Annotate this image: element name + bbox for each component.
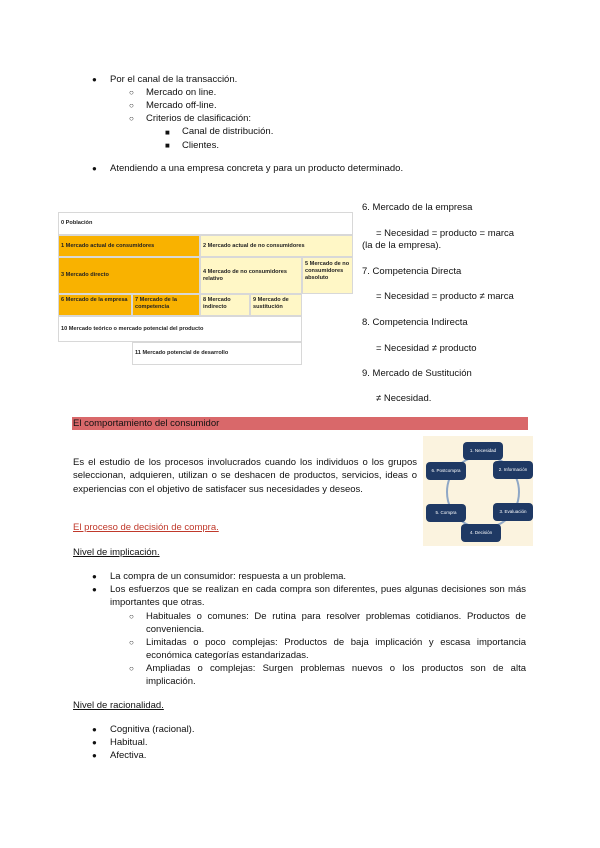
bullet-circle-icon: ○ (129, 664, 134, 673)
list-item: Limitadas o poco complejas: Productos de baja implicación y escasa importancia económica categorías estandarizadas. (146, 637, 526, 662)
table-cell-7: 7 Mercado de la competencia (135, 297, 177, 310)
section-header: El comportamiento del consumidor (73, 418, 220, 429)
list-item: Criterios de clasificación: (146, 113, 252, 124)
bullet-dot-icon: ● (92, 738, 97, 747)
diagram-node: 1. Necesidad (463, 442, 503, 460)
list-item: Afectiva. (110, 750, 147, 761)
list-item: Habitual. (110, 737, 148, 748)
diagram-node: 3. Evaluación (493, 503, 533, 521)
decision-process-link[interactable]: El proceso de decisión de compra. (73, 522, 219, 533)
bullet-circle-icon: ○ (129, 88, 134, 97)
table-cell-6: 6 Mercado de la empresa (61, 297, 128, 303)
list-item: Mercado on line. (146, 87, 217, 98)
table-cell-10: 10 Mercado teórico o mercado potencial del producto (61, 326, 204, 332)
bullet-dot-icon: ● (92, 572, 97, 581)
table-cell-5: 5 Mercado de no consumidores absoluto (305, 261, 350, 281)
market-table (58, 212, 353, 365)
list-item: Clientes. (182, 140, 219, 151)
list-item: Ampliadas o complejas: Surgen problemas nuevos o los productos son de alta implicación. (146, 663, 526, 688)
heading-nivel-implicacion: Nivel de implicación. (73, 547, 160, 558)
diagram-node: 5. Compra (426, 504, 466, 522)
bullet-dot-icon: ● (92, 751, 97, 760)
decision-cycle-diagram (423, 436, 533, 546)
bullet-dot-icon: ● (92, 725, 97, 734)
bullet-circle-icon: ○ (129, 638, 134, 647)
list-item: Por el canal de la transacción. (110, 74, 238, 85)
list-item: Mercado off-line. (146, 100, 217, 111)
list-item: Atendiendo a una empresa concreta y para un producto determinado. (110, 163, 404, 174)
side-list-extra: (la de la empresa). (362, 240, 442, 251)
side-list-title: 6. Mercado de la empresa (362, 202, 473, 213)
bullet-dot-icon: ● (92, 75, 97, 84)
side-list-formula: = Necesidad = producto = marca (376, 228, 515, 239)
bullet-dot-icon: ● (92, 164, 97, 173)
bullet-circle-icon: ○ (129, 101, 134, 110)
side-list-title: 8. Competencia Indirecta (362, 317, 468, 328)
side-list-title: 7. Competencia Directa (362, 266, 462, 277)
heading-nivel-racionalidad: Nivel de racionalidad. (73, 700, 164, 711)
bullet-circle-icon: ○ (129, 114, 134, 123)
side-list-formula: = Necesidad = producto ≠ marca (376, 291, 514, 302)
table-cell-4: 4 Mercado de no consumidores relativo (203, 269, 287, 282)
table-cell-2: 2 Mercado actual de no consumidores (203, 243, 305, 249)
side-list-formula: = Necesidad ≠ producto (376, 343, 477, 354)
list-item: Cognitiva (racional). (110, 724, 195, 735)
table-cell-poblacion: 0 Población (61, 220, 93, 226)
list-item: Los esfuerzos que se realizan en cada compra son diferentes, pues algunas decisiones son más importantes que otras. (110, 584, 526, 609)
bullet-circle-icon: ○ (129, 612, 134, 621)
side-list-formula: ≠ Necesidad. (376, 393, 432, 404)
list-item: Canal de distribución. (182, 126, 274, 137)
table-cell-3: 3 Mercado directo (61, 272, 109, 278)
list-item: La compra de un consumidor: respuesta a un problema. (110, 571, 347, 582)
table-cell-8: 8 Mercado indirecto (203, 297, 231, 310)
bullet-square-icon: ■ (165, 128, 170, 137)
diagram-node: 4. Decisión (461, 524, 501, 542)
diagram-node: 2. Información (493, 461, 533, 479)
table-cell-9: 9 Mercado de sustitución (253, 297, 289, 310)
bullet-square-icon: ■ (165, 141, 170, 150)
intro-paragraph: Es el estudio de los procesos involucrados cuando los individuos o los grupos seleccionan, adquieren, utilizan o se deshacen de productos, servicios, ideas o experiencias con el objetivo de satisfacer sus necesidades y deseos. (73, 457, 417, 495)
table-cell-11: 11 Mercado potencial de desarrollo (135, 350, 229, 356)
diagram-node: 6. Postcompra (426, 462, 466, 480)
list-item: Habituales o comunes: De rutina para resolver problemas cotidianos. Productos de conveniencia. (146, 611, 526, 636)
bullet-dot-icon: ● (92, 585, 97, 594)
table-cell-1: 1 Mercado actual de consumidores (61, 243, 155, 249)
side-list-title: 9. Mercado de Sustitución (362, 368, 472, 379)
